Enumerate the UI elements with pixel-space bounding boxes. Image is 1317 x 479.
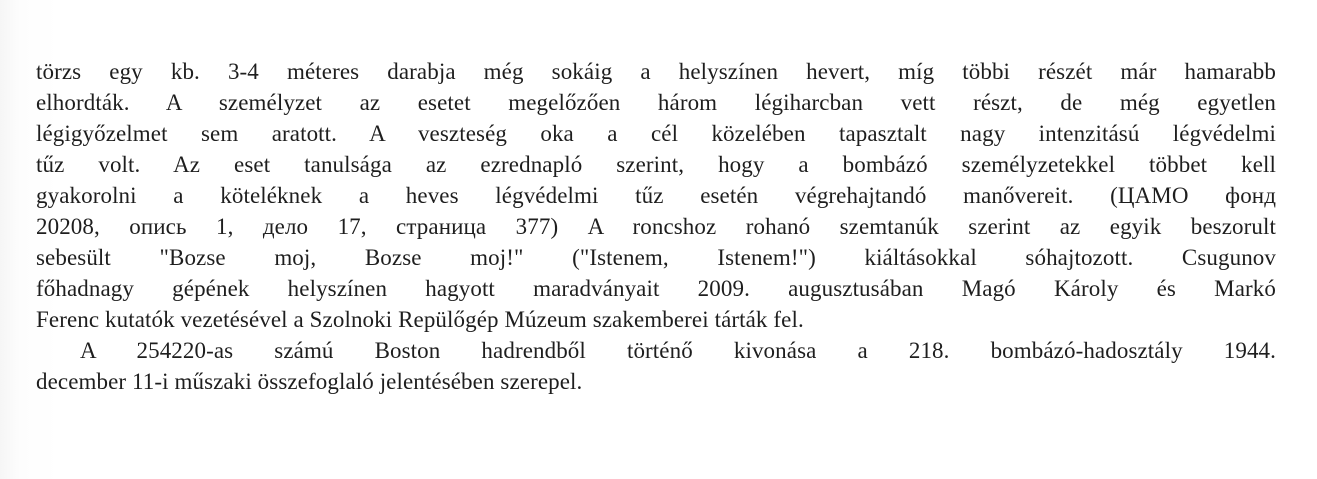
text-line: elhordták. A személyzet az esetet megelőzően három légiharcban vett részt, de még egyetlen <box>36 90 1276 115</box>
text-line: 20208, опись 1, дело 17, страница 377) A roncshoz rohanó szemtanúk szerint az egyik beszorult <box>36 214 1276 239</box>
text-line: Ferenc kutatók vezetésével a Szolnoki Repülőgép Múzeum szakemberei tárták fel. <box>36 307 804 332</box>
text-line: sebesült "Bozse moj, Bozse moj!" ("Istenem, Istenem!") kiáltásokkal sóhajtozott. Csugunov <box>36 245 1276 270</box>
text-line: gyakorolni a köteléknek a heves légvédelmi tűz esetén végrehajtandó manővereit. (ЦАМО фонд <box>36 183 1276 208</box>
text-line: légigyőzelmet sem aratott. A veszteség oka a cél közelében tapasztalt nagy intenzitású légvédelmi <box>36 121 1276 146</box>
text-line: főhadnagy gépének helyszínen hagyott maradványait 2009. augusztusában Magó Károly és Markó <box>36 276 1276 301</box>
text-line: tűz volt. Az eset tanulsága az ezrednapló szerint, hogy a bombázó személyzetekkel többet kell <box>36 152 1276 177</box>
text-line: december 11-i műszaki összefoglaló jelentésében szerepel. <box>36 369 583 394</box>
body-text <box>36 56 1276 397</box>
text-line: törzs egy kb. 3-4 méteres darabja még sokáig a helyszínen hevert, míg többi részét már hamarabb <box>36 59 1276 84</box>
text-line: A 254220-as számú Boston hadrendből történő kivonása a 218. bombázó-hadosztály 1944. <box>80 338 1276 363</box>
